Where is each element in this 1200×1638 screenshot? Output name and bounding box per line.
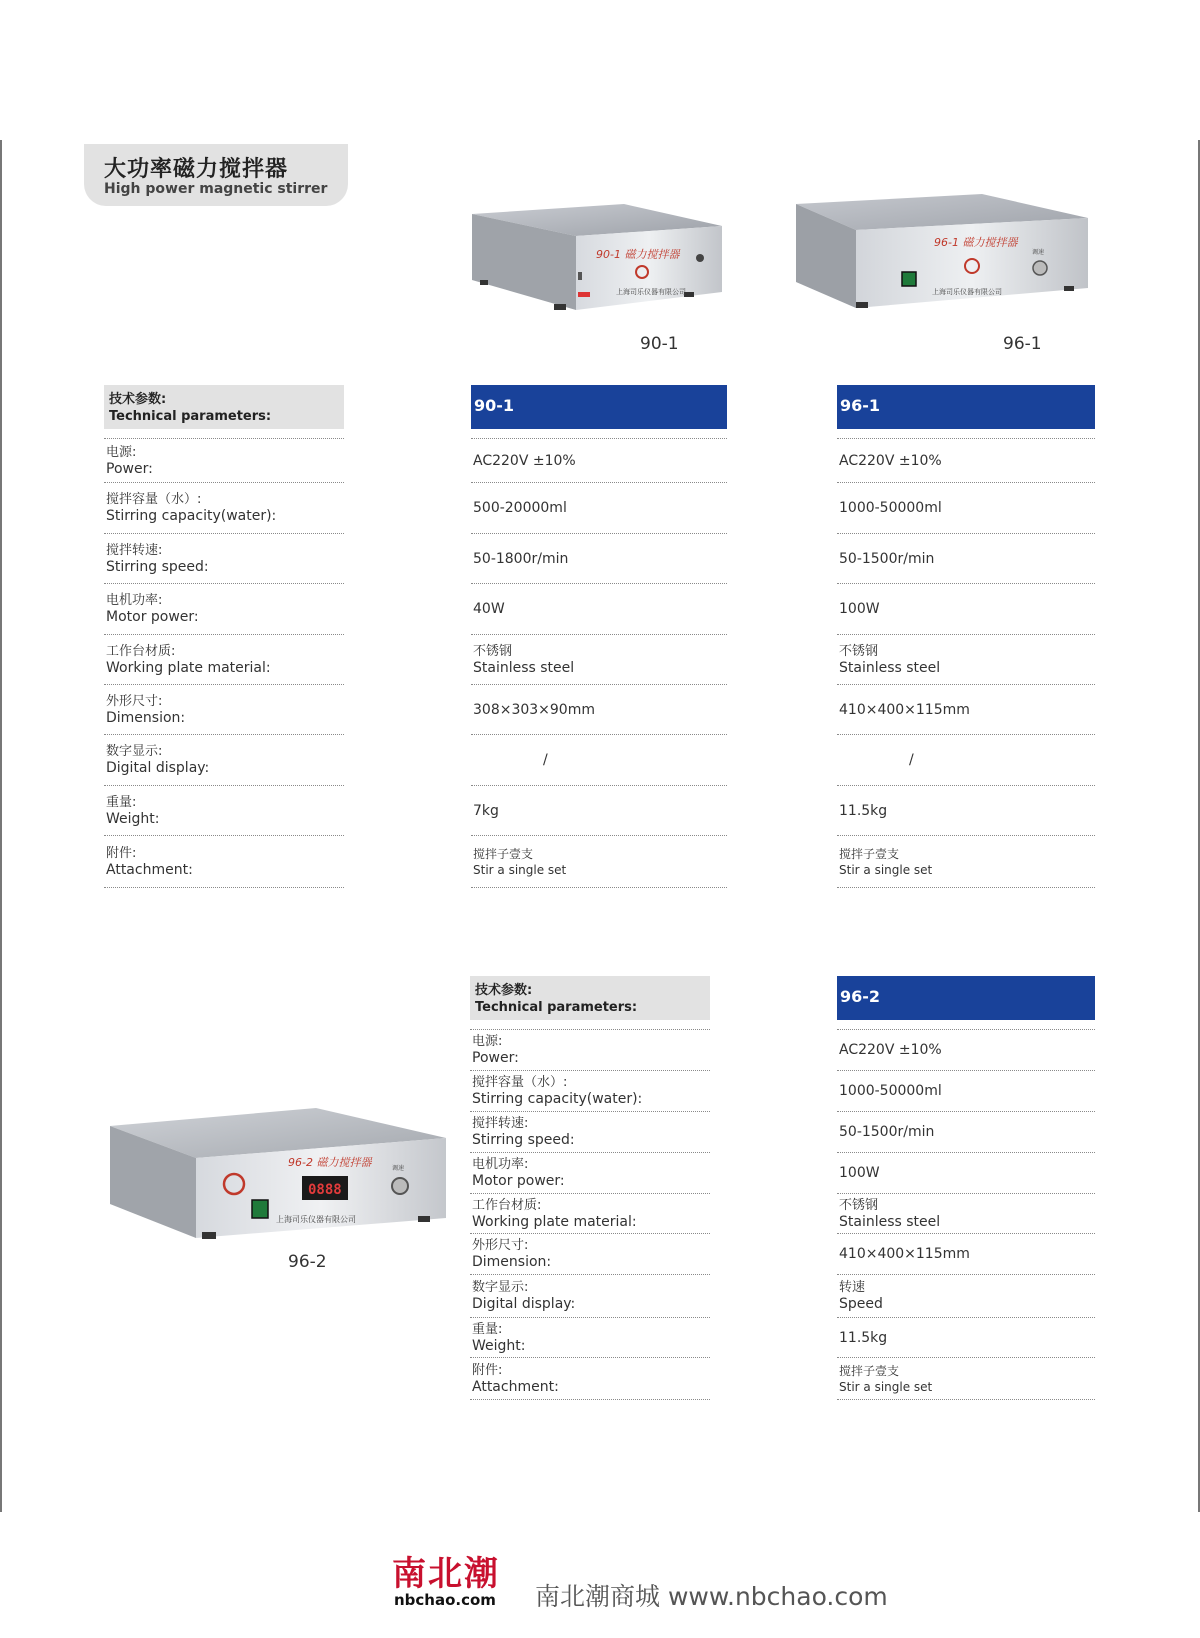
value-dimension (837, 685, 1095, 735)
param-en: Motor power: (106, 609, 199, 625)
value-text-en: Speed (839, 1296, 883, 1312)
value-weight (471, 786, 727, 836)
value-text: 40W (473, 601, 505, 617)
value-display (837, 735, 1095, 786)
param-row-display (470, 1275, 710, 1318)
param-en: Dimension: (106, 709, 186, 726)
page-frame-left (0, 140, 2, 1512)
param-en: Working plate material: (106, 659, 271, 676)
value-text: 500-20000ml (473, 500, 567, 516)
value-text: 1000-50000ml (839, 1083, 942, 1099)
param-cn: 搅拌转速: (472, 1116, 529, 1131)
value-motor (471, 584, 727, 635)
power-switch-icon (902, 272, 916, 286)
param-en: Working plate material: (472, 1213, 637, 1230)
value-text: 100W (839, 601, 880, 617)
param-row-motor (104, 584, 344, 635)
param-en: Digital display: (106, 760, 210, 776)
params-header-cn: 技术参数: (109, 392, 167, 407)
value-dimension (471, 685, 727, 735)
value-speed (471, 534, 727, 584)
value-text: / (909, 752, 914, 768)
param-row-attachment (104, 836, 344, 888)
param-row-weight (470, 1318, 710, 1358)
product-caption-90-1: 90-1 (640, 334, 679, 354)
param-row-material (104, 635, 344, 685)
product-image-90-1 (466, 200, 732, 322)
product-label-90-1: 90-1 磁力搅拌器 (596, 248, 680, 261)
value-text-en: Stainless steel (839, 659, 941, 676)
param-row-capacity (104, 483, 344, 534)
param-en: Attachment: (472, 1378, 559, 1395)
value-text: 410×400×115mm (839, 1246, 970, 1262)
product-display-96-2: 0888 (308, 1182, 342, 1198)
value-attachment (837, 836, 1095, 888)
param-cn: 搅拌容量（水）: (472, 1075, 568, 1090)
value-speed (837, 1112, 1095, 1153)
param-en: Digital display: (472, 1296, 576, 1312)
power-switch-icon (252, 1200, 268, 1218)
params-header (104, 385, 344, 429)
param-cn: 重量: (472, 1321, 503, 1337)
product-label-96-2: 96-2 磁力搅拌器 (288, 1156, 372, 1169)
indicator-icon (578, 292, 590, 297)
param-cn: 电源: (106, 444, 137, 460)
params-header-en: Technical parameters: (109, 409, 272, 424)
value-motor (837, 584, 1095, 635)
value-display (471, 735, 727, 786)
param-en: Power: (106, 460, 153, 477)
param-row-display (104, 735, 344, 786)
params-header (470, 976, 710, 1020)
value-display (837, 1275, 1095, 1318)
value-text-en: Stir a single set (473, 862, 567, 877)
param-en: Stirring speed: (472, 1132, 575, 1148)
value-text-cn: 搅拌子壹支 (839, 1363, 900, 1378)
param-en: Weight: (472, 1337, 526, 1354)
footer-logo-cn: 南北潮 (392, 1554, 500, 1594)
value-text-cn: 搅拌子壹支 (839, 846, 900, 861)
value-text: / (543, 752, 548, 768)
value-text: AC220V ±10% (473, 452, 576, 469)
value-text: 11.5kg (839, 1329, 888, 1346)
param-row-material (470, 1194, 710, 1234)
value-text: 410×400×115mm (839, 701, 970, 718)
model-column-96-2 (837, 976, 1095, 1400)
param-row-attachment (470, 1358, 710, 1400)
value-power (837, 1029, 1095, 1071)
product-image-96-1 (792, 190, 1092, 320)
param-cn: 外形尺寸: (472, 1238, 529, 1253)
param-cn: 电机功率: (106, 593, 163, 608)
footer-logo[interactable] (392, 1556, 500, 1608)
model-column-90-1 (471, 385, 727, 888)
param-en: Power: (472, 1050, 519, 1066)
product-image-96-2 (106, 1104, 452, 1248)
value-text: 50-1800r/min (473, 550, 569, 567)
speed-knob-icon (1033, 261, 1047, 275)
value-text-en: Stir a single set (839, 862, 933, 877)
param-row-capacity (470, 1071, 710, 1112)
value-capacity (837, 1071, 1095, 1112)
value-text: 50-1500r/min (839, 550, 935, 567)
value-text: 308×303×90mm (473, 701, 595, 718)
param-en: Stirring speed: (106, 558, 209, 575)
value-material (837, 635, 1095, 685)
value-text: AC220V ±10% (839, 1042, 942, 1058)
params-header-en: Technical parameters: (475, 1000, 638, 1015)
model-header-96-1: 96-1 (837, 385, 1095, 429)
value-text: AC220V ±10% (839, 452, 942, 469)
model-header-96-2: 96-2 (837, 976, 1095, 1020)
param-cn: 外形尺寸: (106, 693, 163, 709)
model-column-96-1 (837, 385, 1095, 888)
value-text-cn: 不锈钢 (473, 643, 513, 659)
value-text-cn: 不锈钢 (839, 643, 879, 659)
param-row-power (104, 438, 344, 483)
value-capacity (837, 483, 1095, 534)
model-header-90-1: 90-1 (471, 385, 727, 429)
page-title-cn: 大功率磁力搅拌器 (104, 157, 289, 182)
param-cn: 数字显示: (472, 1280, 529, 1295)
product-caption-96-2: 96-2 (288, 1252, 327, 1272)
param-cn: 电机功率: (472, 1157, 529, 1172)
product-company-96-1: 上海司乐仪器有限公司 (932, 288, 1002, 296)
product-caption-96-1: 96-1 (1003, 334, 1042, 354)
value-material (837, 1194, 1095, 1234)
param-cn: 工作台材质: (472, 1197, 542, 1213)
value-text-en: Stainless steel (473, 659, 575, 676)
product-company-96-2: 上海司乐仪器有限公司 (276, 1215, 356, 1224)
product-company-90-1: 上海司乐仪器有限公司 (616, 288, 686, 296)
param-en: Dimension: (472, 1254, 552, 1270)
page-title-tab (84, 144, 348, 206)
switch-icon (578, 272, 582, 280)
param-cn: 附件: (106, 845, 137, 861)
param-en: Stirring capacity(water): (106, 508, 277, 524)
value-text-cn: 不锈钢 (839, 1197, 879, 1213)
value-text: 1000-50000ml (839, 500, 942, 516)
param-row-dimension (470, 1234, 710, 1275)
param-row-weight (104, 786, 344, 836)
value-text-en: Stainless steel (839, 1213, 941, 1230)
footer-site-text[interactable]: 南北潮商城 www.nbchao.com (535, 1582, 888, 1611)
param-en: Motor power: (472, 1173, 565, 1189)
param-cn: 搅拌转速: (106, 542, 163, 558)
param-en: Weight: (106, 810, 160, 827)
page-title-en: High power magnetic stirrer (104, 181, 328, 197)
value-text: 100W (839, 1165, 880, 1181)
value-text: 11.5kg (839, 802, 888, 819)
param-cn: 重量: (106, 794, 137, 810)
params-header-cn: 技术参数: (475, 983, 533, 998)
value-text: 7kg (473, 802, 499, 819)
param-row-speed (470, 1112, 710, 1153)
knob-icon (696, 254, 704, 262)
product-knob-label-96-2: 调速 (392, 1165, 405, 1172)
value-attachment (837, 1358, 1095, 1400)
product-knob-label-96-1: 调速 (1032, 249, 1045, 256)
param-row-dimension (104, 685, 344, 735)
param-en: Attachment: (106, 861, 193, 878)
value-text-cn: 搅拌子壹支 (473, 846, 534, 861)
param-row-motor (470, 1153, 710, 1194)
value-text-en: Stir a single set (839, 1379, 933, 1394)
product-label-96-1: 96-1 磁力搅拌器 (934, 236, 1018, 249)
footer-logo-en: nbchao.com (394, 1591, 496, 1609)
value-dimension (837, 1234, 1095, 1275)
value-attachment (471, 836, 727, 888)
value-speed (837, 534, 1095, 584)
value-weight (837, 786, 1095, 836)
params-labels-bottom (470, 976, 710, 1400)
value-power (837, 438, 1095, 483)
param-cn: 工作台材质: (106, 643, 176, 659)
param-cn: 附件: (472, 1362, 503, 1378)
value-weight (837, 1318, 1095, 1358)
param-cn: 搅拌容量（水）: (106, 492, 202, 507)
param-row-speed (104, 534, 344, 584)
param-cn: 电源: (472, 1034, 503, 1049)
params-labels-top (104, 385, 344, 888)
value-text-cn: 转速 (839, 1280, 866, 1295)
value-material (471, 635, 727, 685)
value-capacity (471, 483, 727, 534)
value-power (471, 438, 727, 483)
param-cn: 数字显示: (106, 744, 163, 759)
param-row-power (470, 1029, 710, 1071)
value-text: 50-1500r/min (839, 1124, 935, 1140)
value-motor (837, 1153, 1095, 1194)
speed-knob-icon (392, 1178, 408, 1194)
param-en: Stirring capacity(water): (472, 1091, 643, 1107)
